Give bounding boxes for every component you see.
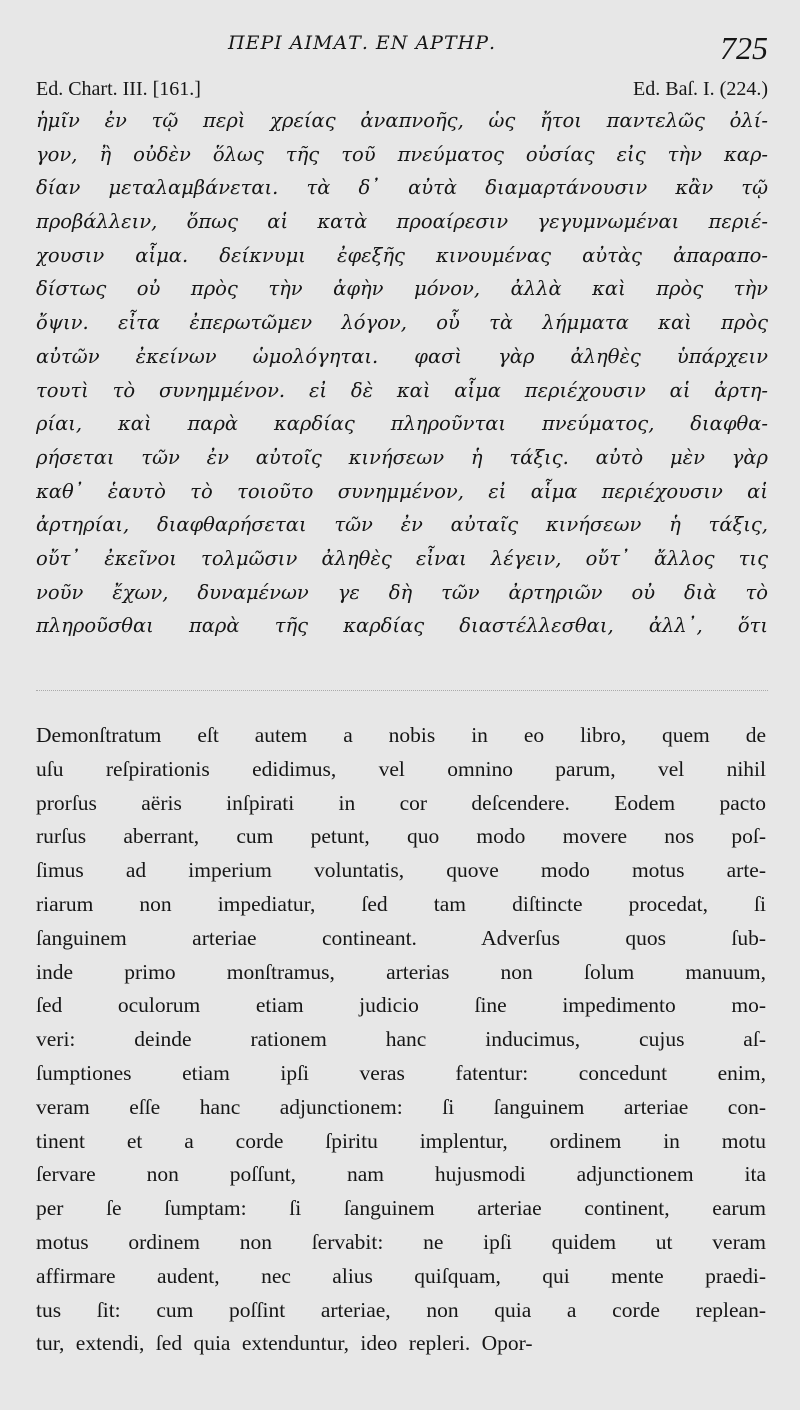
latin-line: motus ordinem non ſervabit: ne ipſi quidem ut veram xyxy=(36,1229,766,1254)
latin-text-block xyxy=(36,719,766,1361)
greek-line: ἀρτηρίαι, διαφθαρήσεται τῶν ἐν αὐταῖς κινήσεων ἡ τάξις, xyxy=(36,513,768,537)
latin-line: affirmare audent, nec alius quiſquam, qui mente praedi- xyxy=(36,1263,766,1288)
latin-line: Demonſtratum eſt autem a nobis in eo libro, quem de xyxy=(36,723,766,747)
latin-line: uſu reſpirationis edidimus, vel omnino parum, vel nihil xyxy=(36,756,766,781)
page-number: 725 xyxy=(720,30,768,66)
edition-chartier-reference: Ed. Chart. III. [161.] xyxy=(36,78,201,100)
greek-line: δίαν μεταλαμβάνεται. τὰ δ᾿ αὐτὰ διαμαρτάνουσιν κἂν τῷ xyxy=(36,176,768,200)
greek-line: νοῦν ἔχων, δυναμένων γε δὴ τῶν ἀρτηριῶν οὐ διὰ τὸ xyxy=(36,580,768,604)
greek-line: ὄψιν. εἶτα ἐπερωτῶμεν λόγον, οὗ τὰ λήμματα καὶ πρὸς xyxy=(36,311,768,335)
latin-line: ſumptiones etiam ipſi veras fatentur: concedunt enim, xyxy=(36,1060,766,1085)
latin-line: ſed oculorum etiam judicio ſine impedimento mo- xyxy=(36,993,766,1018)
greek-line: τουτὶ τὸ συνημμένον. εἰ δὲ καὶ αἷμα περιέχουσιν αἱ ἀρτη- xyxy=(36,378,768,402)
latin-line: inde primo monſtramus, arterias non ſolum manuum, xyxy=(36,959,766,984)
running-head xyxy=(0,30,800,66)
greek-line: πληροῦσθαι παρὰ τῆς καρδίας διαστέλλεσθαι, ἀλλ᾿, ὅτι xyxy=(36,614,768,638)
latin-line: tinent et a corde ſpiritu implentur, ordinem in motu xyxy=(36,1128,766,1153)
latin-line: ſimus ad imperium voluntatis, quove modo motus arte- xyxy=(36,858,766,883)
running-title: ΠΕΡΙ ΑΙΜΑΤ. ΕΝ ΑΡΤΗΡ. xyxy=(228,32,497,54)
latin-line: veri: deinde rationem hanc inducimus, cujus aſ- xyxy=(36,1027,766,1052)
greek-line: ρήσεται τῶν ἐν αὐτοῖς κινήσεων ἡ τάξις. αὐτὸ μὲν γὰρ xyxy=(36,445,768,469)
greek-line: ρίαι, καὶ παρὰ καρδίας πληροῦνται πνεύματος, διαφθα- xyxy=(36,412,768,436)
latin-line: prorſus aëris inſpirati in cor deſcendere. Eodem pacto xyxy=(36,790,766,815)
latin-line: ſanguinem arteriae contineant. Adverſus quos ſub- xyxy=(36,925,766,950)
greek-line: γον, ἢ οὐδὲν ὅλως τῆς τοῦ πνεύματος οὐσίας εἰς τὴν καρ- xyxy=(36,142,768,166)
greek-line: οὔτ᾿ ἐκεῖνοι τολμῶσιν ἀληθὲς εἶναι λέγειν, οὔτ᾿ ἄλλος τις xyxy=(36,546,768,570)
greek-line: δίστως οὐ πρὸς τὴν ἁφὴν μόνον, ἀλλὰ καὶ πρὸς τὴν xyxy=(36,277,768,301)
edition-references xyxy=(36,78,768,104)
greek-line: προβάλλειν, ὅπως αἱ κατὰ προαίρεσιν γεγυμνωμέναι περιέ- xyxy=(36,210,768,234)
section-divider xyxy=(36,690,768,692)
greek-line: ἡμῖν ἐν τῷ περὶ χρείας ἀναπνοῆς, ὡς ἤτοι παντελῶς ὀλί- xyxy=(36,109,768,132)
latin-line: riarum non impediatur, ſed tam diſtincte procedat, ſi xyxy=(36,891,766,916)
latin-line: tus ſit: cum poſſint arteriae, non quia a corde replean- xyxy=(36,1297,766,1322)
greek-line: αὐτῶν ἐκείνων ὡμολόγηται. φασὶ γὰρ ἀληθὲς ὑπάρχειν xyxy=(36,344,768,368)
latin-line: per ſe ſumptam: ſi ſanguinem arteriae continent, earum xyxy=(36,1196,766,1221)
greek-text-block xyxy=(36,104,768,643)
latin-line: tur, extendi, ſed quia extenduntur, ideo repleri. Opor- xyxy=(36,1331,533,1356)
latin-line: ſervare non poſſunt, nam hujusmodi adjunctionem ita xyxy=(36,1162,766,1187)
greek-line: καθ᾿ ἑαυτὸ τὸ τοιοῦτο συνημμένον, εἰ αἷμα περιέχουσιν αἱ xyxy=(36,479,768,503)
edition-basel-reference: Ed. Baſ. I. (224.) xyxy=(633,78,768,100)
latin-line: veram eſſe hanc adjunctionem: ſi ſanguinem arteriae con- xyxy=(36,1094,766,1119)
latin-line: rurſus aberrant, cum petunt, quo modo movere nos poſ- xyxy=(36,824,766,849)
greek-line: χουσιν αἷμα. δείκνυμι ἐφεξῆς κινουμένας αὐτὰς ἀπαραπο- xyxy=(36,243,768,267)
